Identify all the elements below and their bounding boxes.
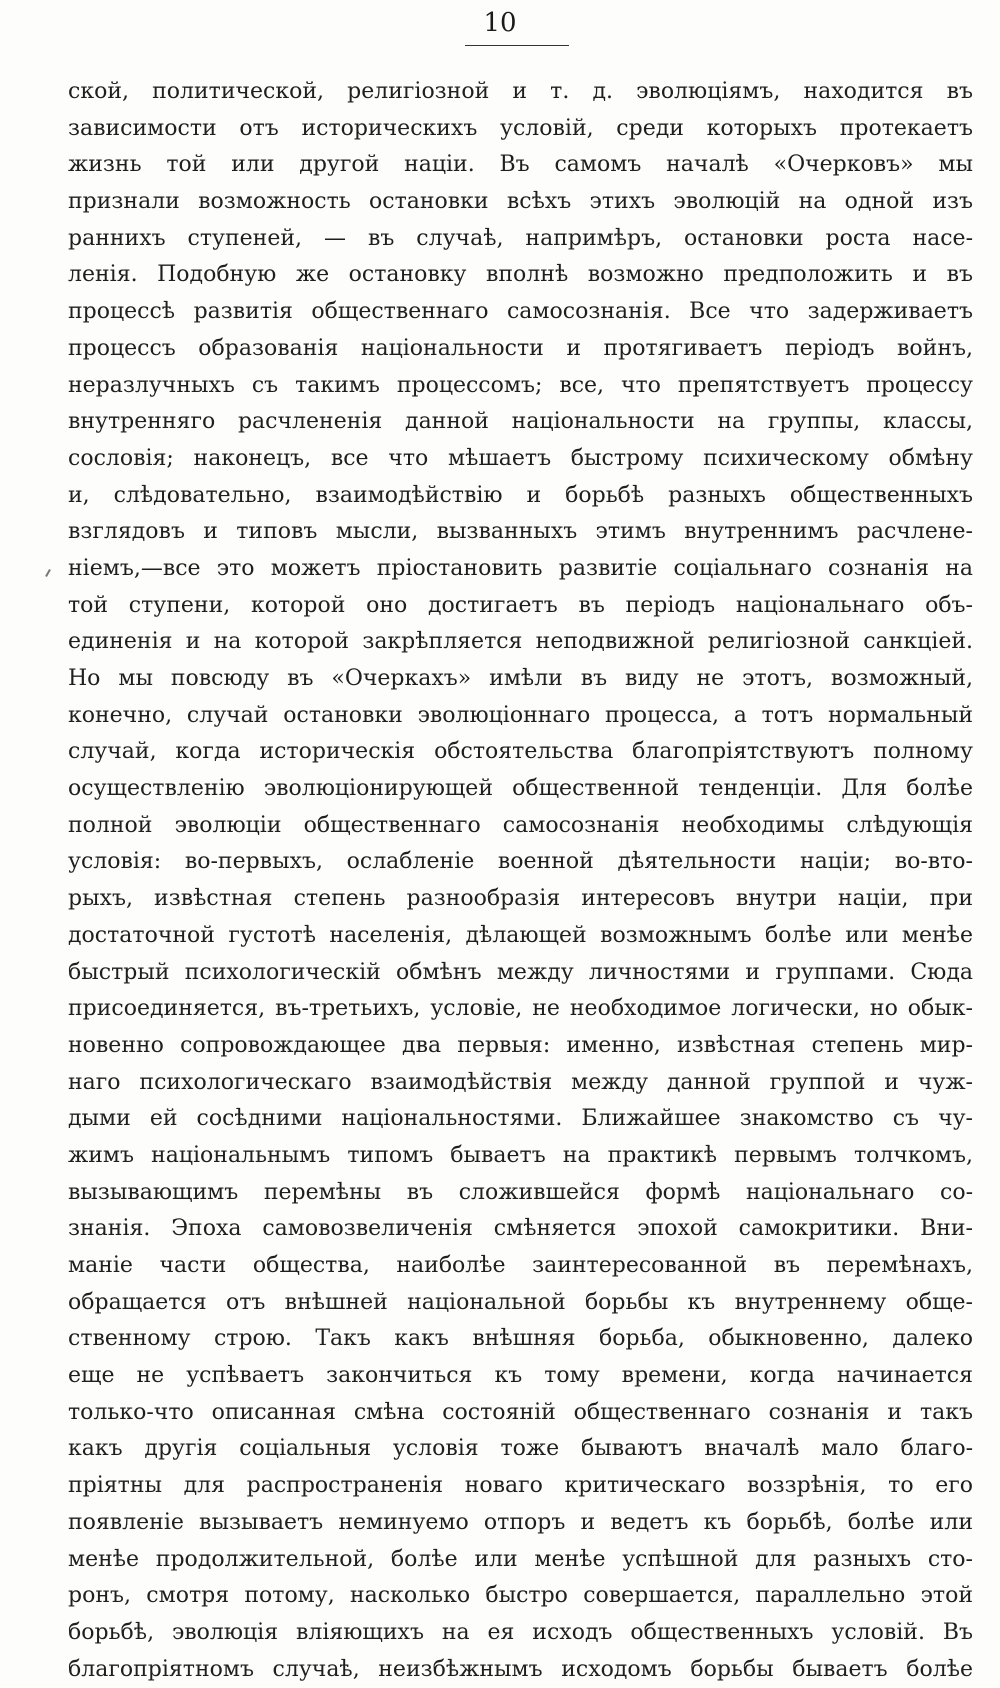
margin-mark [45,569,51,577]
text-line: ленія. Подобную же остановку вполнѣ возможно предположить и въ [68,262,973,288]
text-line: осуществленію эволюціонирующей общественной тенденціи. Для болѣе [68,776,973,802]
text-line: неразлучныхъ съ такимъ процессомъ; все, что препятствуетъ процессу [68,372,973,398]
text-line: случай, когда историческія обстоятельства благопріятствуютъ полному [68,739,973,765]
text-line: быстрый психологическій обмѣнъ между личностями и группами. Сюда [68,959,973,985]
text-line: внутренняго расчлененія данной національности на группы, классы, [68,409,973,435]
text-line: пріятны для распространенія новаго критическаго воззрѣнія, то его [68,1473,973,1499]
text-line: наго психологическаго взаимодѣйствія между данной группой и чуж- [68,1069,973,1095]
text-line: присоединяется, въ-третьихъ, условіе, не необходимое логически, но обык- [68,996,973,1022]
text-line: Но мы повсюду въ «Очеркахъ» имѣли въ виду не этотъ, возможный, [68,666,973,691]
text-body [68,74,973,1688]
text-line: какъ другія соціальныя условія тоже бываютъ вначалѣ мало благо- [68,1436,973,1462]
text-line: знанія. Эпоха самовозвеличенія смѣняется эпохой самокритики. Вни- [68,1216,973,1242]
text-line: конечно, случай остановки эволюціоннаго процесса, а тотъ нормальный [68,702,973,728]
header-rule [465,45,569,46]
text-line: полной эволюціи общественнаго самосознанія необходимы слѣдующія [68,812,973,838]
text-line: ніемъ,—все это можетъ пріостановить развитіе соціальнаго сознанія на [68,555,973,581]
text-line: борьбѣ, эволюція вліяющихъ на ея исходъ общественныхъ условій. Въ [68,1619,973,1645]
text-line: зависимости отъ историческихъ условій, среди которыхъ протекаетъ [68,115,973,141]
text-line: и, слѣдовательно, взаимодѣйствію и борьбѣ разныхъ общественныхъ [68,482,973,508]
text-line: условія: во-первыхъ, ослабленіе военной дѣятельности націи; во-вто- [68,849,973,875]
text-line: рыхъ, извѣстная степень разнообразія интересовъ внутри націи, при [68,886,973,912]
text-line: вызывающимъ перемѣны въ сложившейся формѣ національнаго со- [68,1179,973,1205]
text-line: только-что описанная смѣна состояній общественнаго сознанія и такъ [68,1399,973,1425]
text-line: новенно сопровождающее два первыя: именно, извѣстная степень мир- [68,1032,973,1058]
text-line: маніе части общества, наиболѣе заинтересованной въ перемѣнахъ, [68,1253,973,1278]
text-line: сословія; наконецъ, все что мѣшаетъ быстрому психическому обмѣну [68,445,973,471]
text-line: дыми ей сосѣдними національностями. Ближайшее знакомство съ чу- [68,1106,973,1132]
text-line: еще не успѣваетъ закончиться къ тому времени, когда начинается [68,1363,973,1389]
text-line: ронъ, смотря потому, насколько быстро совершается, параллельно этой [68,1583,973,1609]
text-line: менѣе продолжительной, болѣе или менѣе успѣшной для разныхъ сто- [68,1546,973,1572]
text-line: признали возможность остановки всѣхъ этихъ эволюцій на одной изъ [68,189,973,215]
text-line: жимъ національнымъ типомъ бываетъ на практикѣ первымъ толчкомъ, [68,1142,973,1168]
text-line: процессъ образованія національности и протягиваетъ періодъ войнъ, [68,335,973,361]
text-line: раннихъ ступеней, — въ случаѣ, напримѣръ, остановки роста насе- [68,225,973,251]
text-line: той ступени, которой оно достигаетъ въ періодъ національнаго объ- [68,592,973,618]
text-line: процессѣ развитія общественнаго самосознанія. Все что задерживаетъ [68,299,973,325]
text-line: взглядовъ и типовъ мысли, вызванныхъ этимъ внутреннимъ расчлене- [68,519,973,545]
text-line: благопріятномъ случаѣ, неизбѣжнымъ исходомъ борьбы бываетъ болѣе [68,1656,973,1682]
text-line: ственному строю. Такъ какъ внѣшняя борьба, обыкновенно, далеко [68,1326,973,1352]
text-line: единенія и на которой закрѣпляется неподвижной религіозной санкціей. [68,629,973,655]
text-line: ской, политической, религіозной и т. д. эволюціямъ, находится въ [68,79,973,104]
text-line: жизнь той или другой націи. Въ самомъ началѣ «Очерковъ» мы [68,152,973,178]
text-line: обращается отъ внѣшней національной борьбы къ внутреннему обще- [68,1289,973,1315]
text-line: достаточной густотѣ населенія, дѣлающей возможнымъ болѣе или менѣе [68,922,973,948]
text-line: появленіе вызываетъ неминуемо отпоръ и ведетъ къ борьбѣ, болѣе или [68,1509,973,1535]
page-number: 10 [483,8,517,38]
